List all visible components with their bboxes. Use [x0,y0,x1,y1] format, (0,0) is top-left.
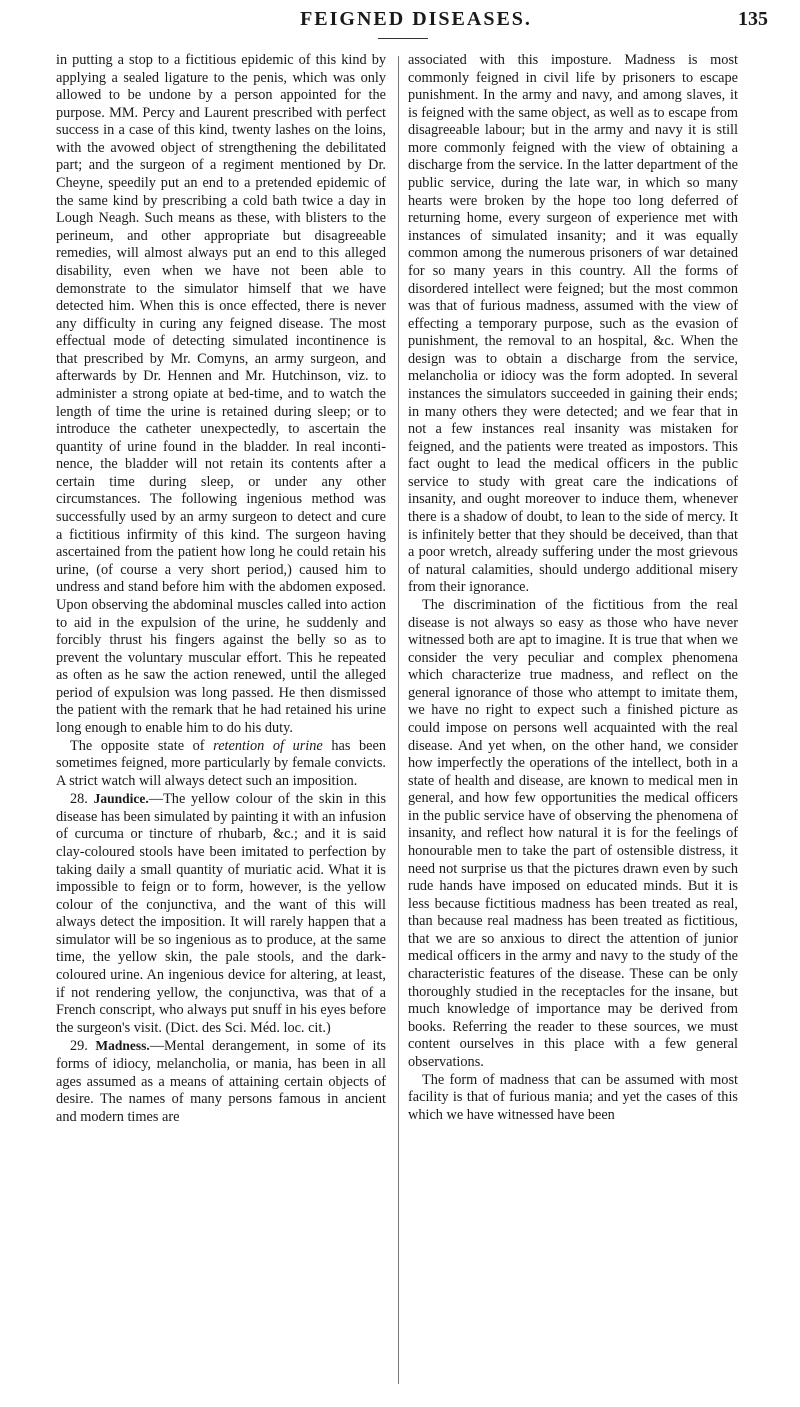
text-columns [56,52,776,1397]
paragraph-right-1: associated with this imposture. Madness is most commonly feigned in civil life by prisoners to escape punishment. In the army and navy, and among slaves, it is feigned with the same object, as well as to escape from disagreeable labour; but in the army and navy it is still more commonly feigned with the view of obtaining a discharge from the service. In the latter department of the public service, during the late war, in which so many hearts were broken by the hope too long deferred of returning home, every surgeon of experience met with instances of simulated insanity; and it was equally common among the numerous prisoners of war detained for so many years in this country. All the forms of disordered intellect were feigned; but the most common was that of furious madness, assumed with the view of effecting a temporary purpose, such as the evasion of punishment, the removal to an hospital, &c. When the design was to obtain a discharge from the service, melancholia or idiocy was the form adopted. In several instances the simulators succeeded in gaining their ends; in many others they were detected; and we fear that in not a few instances real insanity was mistaken for feigned, and the patients were treated as impostors. This fact ought to lead the medical officers in the public service to study with great care the indications of insanity, and ought moreover to induce them, whenever there is a shadow of doubt, to lean to the side of mercy. It is infinitely better that they should be deceived, than that a poor wretch, already suffering under the most grievous of natural calamities, should undergo additional misery from their ignorance. [408,52,738,596]
left-column [56,52,386,1126]
retention-italic: retention of urine [213,737,323,754]
right-column [408,52,738,1124]
section-madness [56,1037,386,1126]
jaundice-heading: Jaundice. [93,791,149,807]
retention-text-after: has been sometimes feigned, more particularly by female convicts. A strict watch will always detect such an imposition. [56,737,386,789]
jaundice-number: 28. [70,791,88,808]
column-divider [398,56,399,1384]
header-rule [378,38,428,39]
jaundice-text: —The yellow colour of the skin in this disease has been simulated by painting it with an infusion of curcuma or tincture of rhubarb, &c.; and it is said clay-coloured stools have been imitated to perfection by taking daily a small quantity of muriatic acid. What it is impossible to feign or to form, however, is the yellow colour of the conjunctiva, and the want of this will always detect the imposition. It will rarely happen that a simulator will be so ingenious as to produce, at the same time, the yellow skin, the pale stools, and the dark-coloured urine. An ingenious device for altering, at least, if not rendering yellow, the conjunctiva, was that of a French conscript, who always put snuff in his eyes before the surgeon's visit. (Dict. des Sci. Méd. loc. cit.) [56,791,387,1036]
section-jaundice [56,790,386,1037]
madness-heading: Madness. [95,1038,150,1054]
paragraph-right-3: The form of madness that can be assumed with most facility is that of furious mania; and yet the cases of this which we have witnessed have been [408,1071,738,1123]
madness-number: 29. [70,1038,88,1055]
paragraph-retention [56,738,386,791]
retention-text-before: The opposite state of [70,737,214,754]
page-header [56,8,776,42]
madness-text: —Mental derangement, in some of its forms of idiocy, melancholia, or mania, has been in all ages assumed as a means of attaining certain objects of desire. The names of many persons famous in ancient and modern times are [56,1038,386,1125]
page-number: 135 [738,8,768,30]
paragraph-right-2: The discrimination of the fictitious from the real disease is not always so easy as those who have never witnessed both are apt to imagine. It is true that when we consider the very peculiar and complex phenomena which characterize true madness, and reflect on the general ignorance of those who attempt to imitate them, we have no right to expect such a finished picture as could impose on persons well acquainted with the real disease. And yet when, on the other hand, we consider how imperfectly the operations of the intellect, both in a state of health and disease, are known to medical men in general, and how few opportunities the medical officers in the public service have of observing the phenomena of insanity, and reflect how natural it is for the feelings of honourable men to take the part of ostensible distress, it need not surprise us that the pictures drawn even by such rude hands have imposed on educated minds. But it is less because fictitious madness has been treated as real, than because real madness has been treated as fictitious, that we are so anxious to direct the attention of junior medical officers in the army and navy to the study of the characteristic features of the disease. These can be only thoroughly studied in the receptacles for the insane, but much knowledge of importance may be derived from books. Referring the reader to these sources, we must content ourselves in this place with a few general observations. [408,596,738,1070]
paragraph-left-1: in putting a stop to a fictitious epidemic of this kind by applying a sealed ligature to the penis, which was only allowed to be undone by a person appointed for the purpose. MM. Percy and Laurent prescribed with perfect success in a case of this kind, twenty lashes on the loins, with the avowed object of strengthening the debilitated part; and the surgeon of a regiment mentioned by Dr. Cheyne, speedily put an end to a pretended epidemic of the same kind by prescribing a cold bath twice a day in Lough Neagh. Such means as these, with blisters to the perineum, and other appropriate but disagreeable remedies, will almost always put an end to this alleged disability, even when we have not been able to demonstrate to the simulator himself that we have detected him. When this is once effected, there is never any difficulty in curing any feigned disease. The most effectual mode of detecting simulated incontinence is that prescribed by Mr. Comyns, an army surgeon, and afterwards by Dr. Hennen and Mr. Hutchinson, viz. to administer a strong opiate at bed-time, and to watch the length of time the urine is retained during sleep; or to introduce the catheter unexpectedly, to ascertain the quantity of urine found in the bladder. In real inconti-nence, the bladder will not retain its contents after a certain time during sleep, or under any other circumstances. The following ingenious method was successfully used by an army surgeon to detect and cure a fictitious infirmity of this kind. The surgeon having ascertained from the patient how long he could retain his urine, (of course a very short period,) caused him to undress and stand before him with the abdomen exposed. Upon observing the abdominal muscles called into action to aid in the expulsion of the urine, he suddenly and forcibly thrust his fingers against the belly so as to prevent the voluntary muscular effort. This he repeated as often as he saw the action renewed, until the alleged period of expulsion was long passed. He then dismissed the patient with the remark that he had retained his urine long enough to enable him to do his duty. [56,52,386,736]
running-title: FEIGNED DISEASES. [300,8,532,30]
